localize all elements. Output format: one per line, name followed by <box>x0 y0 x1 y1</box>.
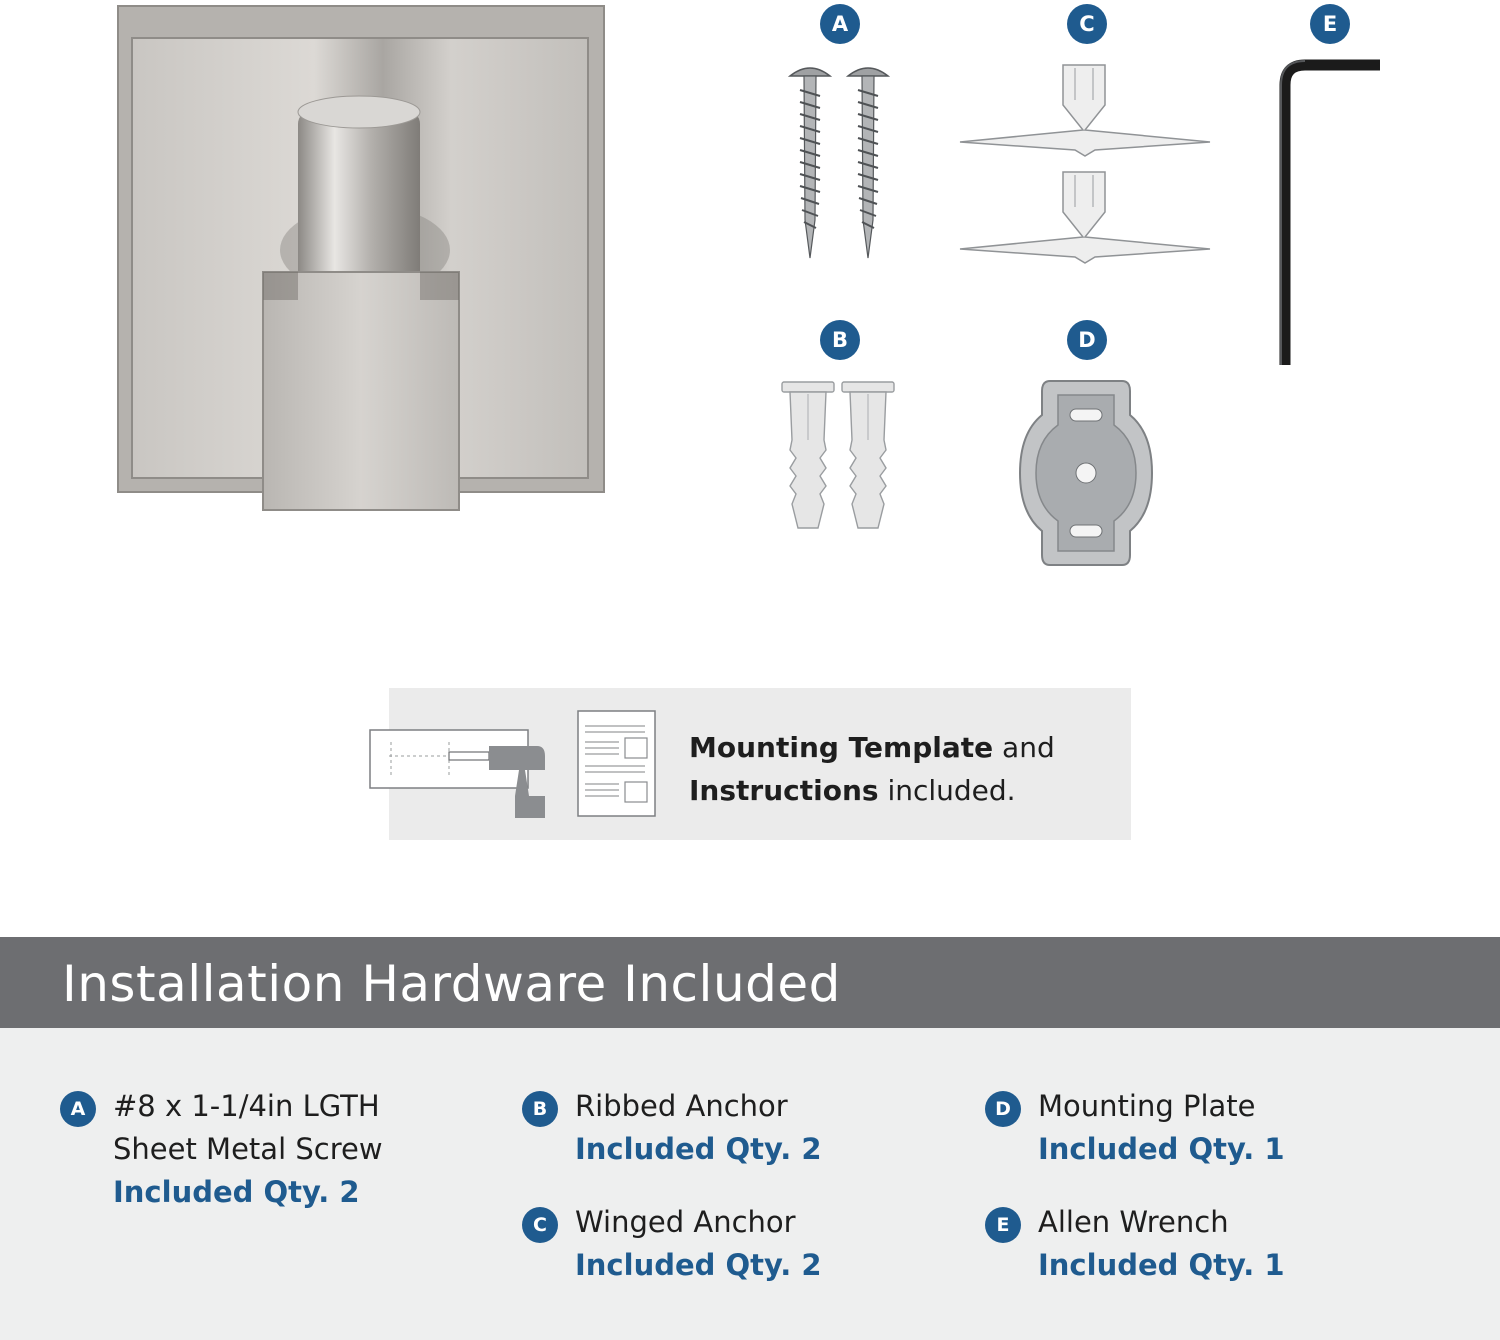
mounting-template-banner <box>389 688 1131 840</box>
item-b-qty: Included Qty. 2 <box>575 1132 822 1166</box>
instructions-document-icon <box>577 710 657 818</box>
part-a-badge: A <box>820 4 860 44</box>
item-b-name: Ribbed Anchor <box>575 1089 788 1123</box>
part-b-badge: B <box>820 320 860 360</box>
drill-icon <box>369 726 551 820</box>
item-c-name: Winged Anchor <box>575 1205 796 1239</box>
item-a-badge: A <box>60 1091 96 1127</box>
item-a-qty: Included Qty. 2 <box>113 1175 360 1209</box>
item-d-qty: Included Qty. 1 <box>1038 1132 1285 1166</box>
screw-icon <box>785 60 895 260</box>
item-e-name: Allen Wrench <box>1038 1205 1229 1239</box>
item-c-qty: Included Qty. 2 <box>575 1248 822 1282</box>
item-e-qty: Included Qty. 1 <box>1038 1248 1285 1282</box>
item-d-badge: D <box>985 1091 1021 1127</box>
item-a-name-line2: Sheet Metal Screw <box>113 1132 383 1166</box>
mounting-plate-icon <box>1018 375 1154 570</box>
item-e-badge: E <box>985 1207 1021 1243</box>
hardware-list <box>0 1028 1500 1340</box>
allen-wrench-icon <box>1275 55 1390 375</box>
item-b-badge: B <box>522 1091 558 1127</box>
item-c-badge: C <box>522 1207 558 1243</box>
section-title: Installation Hardware Included <box>62 955 841 1013</box>
section-header <box>0 937 1500 1028</box>
part-e-badge: E <box>1310 4 1350 44</box>
item-a-name-line1: #8 x 1-1/4in LGTH <box>113 1089 380 1123</box>
template-description: Mounting Template and Instructions included. <box>689 731 1055 807</box>
part-d-badge: D <box>1067 320 1107 360</box>
item-d-name: Mounting Plate <box>1038 1089 1256 1123</box>
robe-hook-product-image <box>110 0 610 520</box>
ribbed-anchor-icon <box>780 380 905 532</box>
part-c-badge: C <box>1067 4 1107 44</box>
winged-anchor-icon <box>955 60 1220 270</box>
